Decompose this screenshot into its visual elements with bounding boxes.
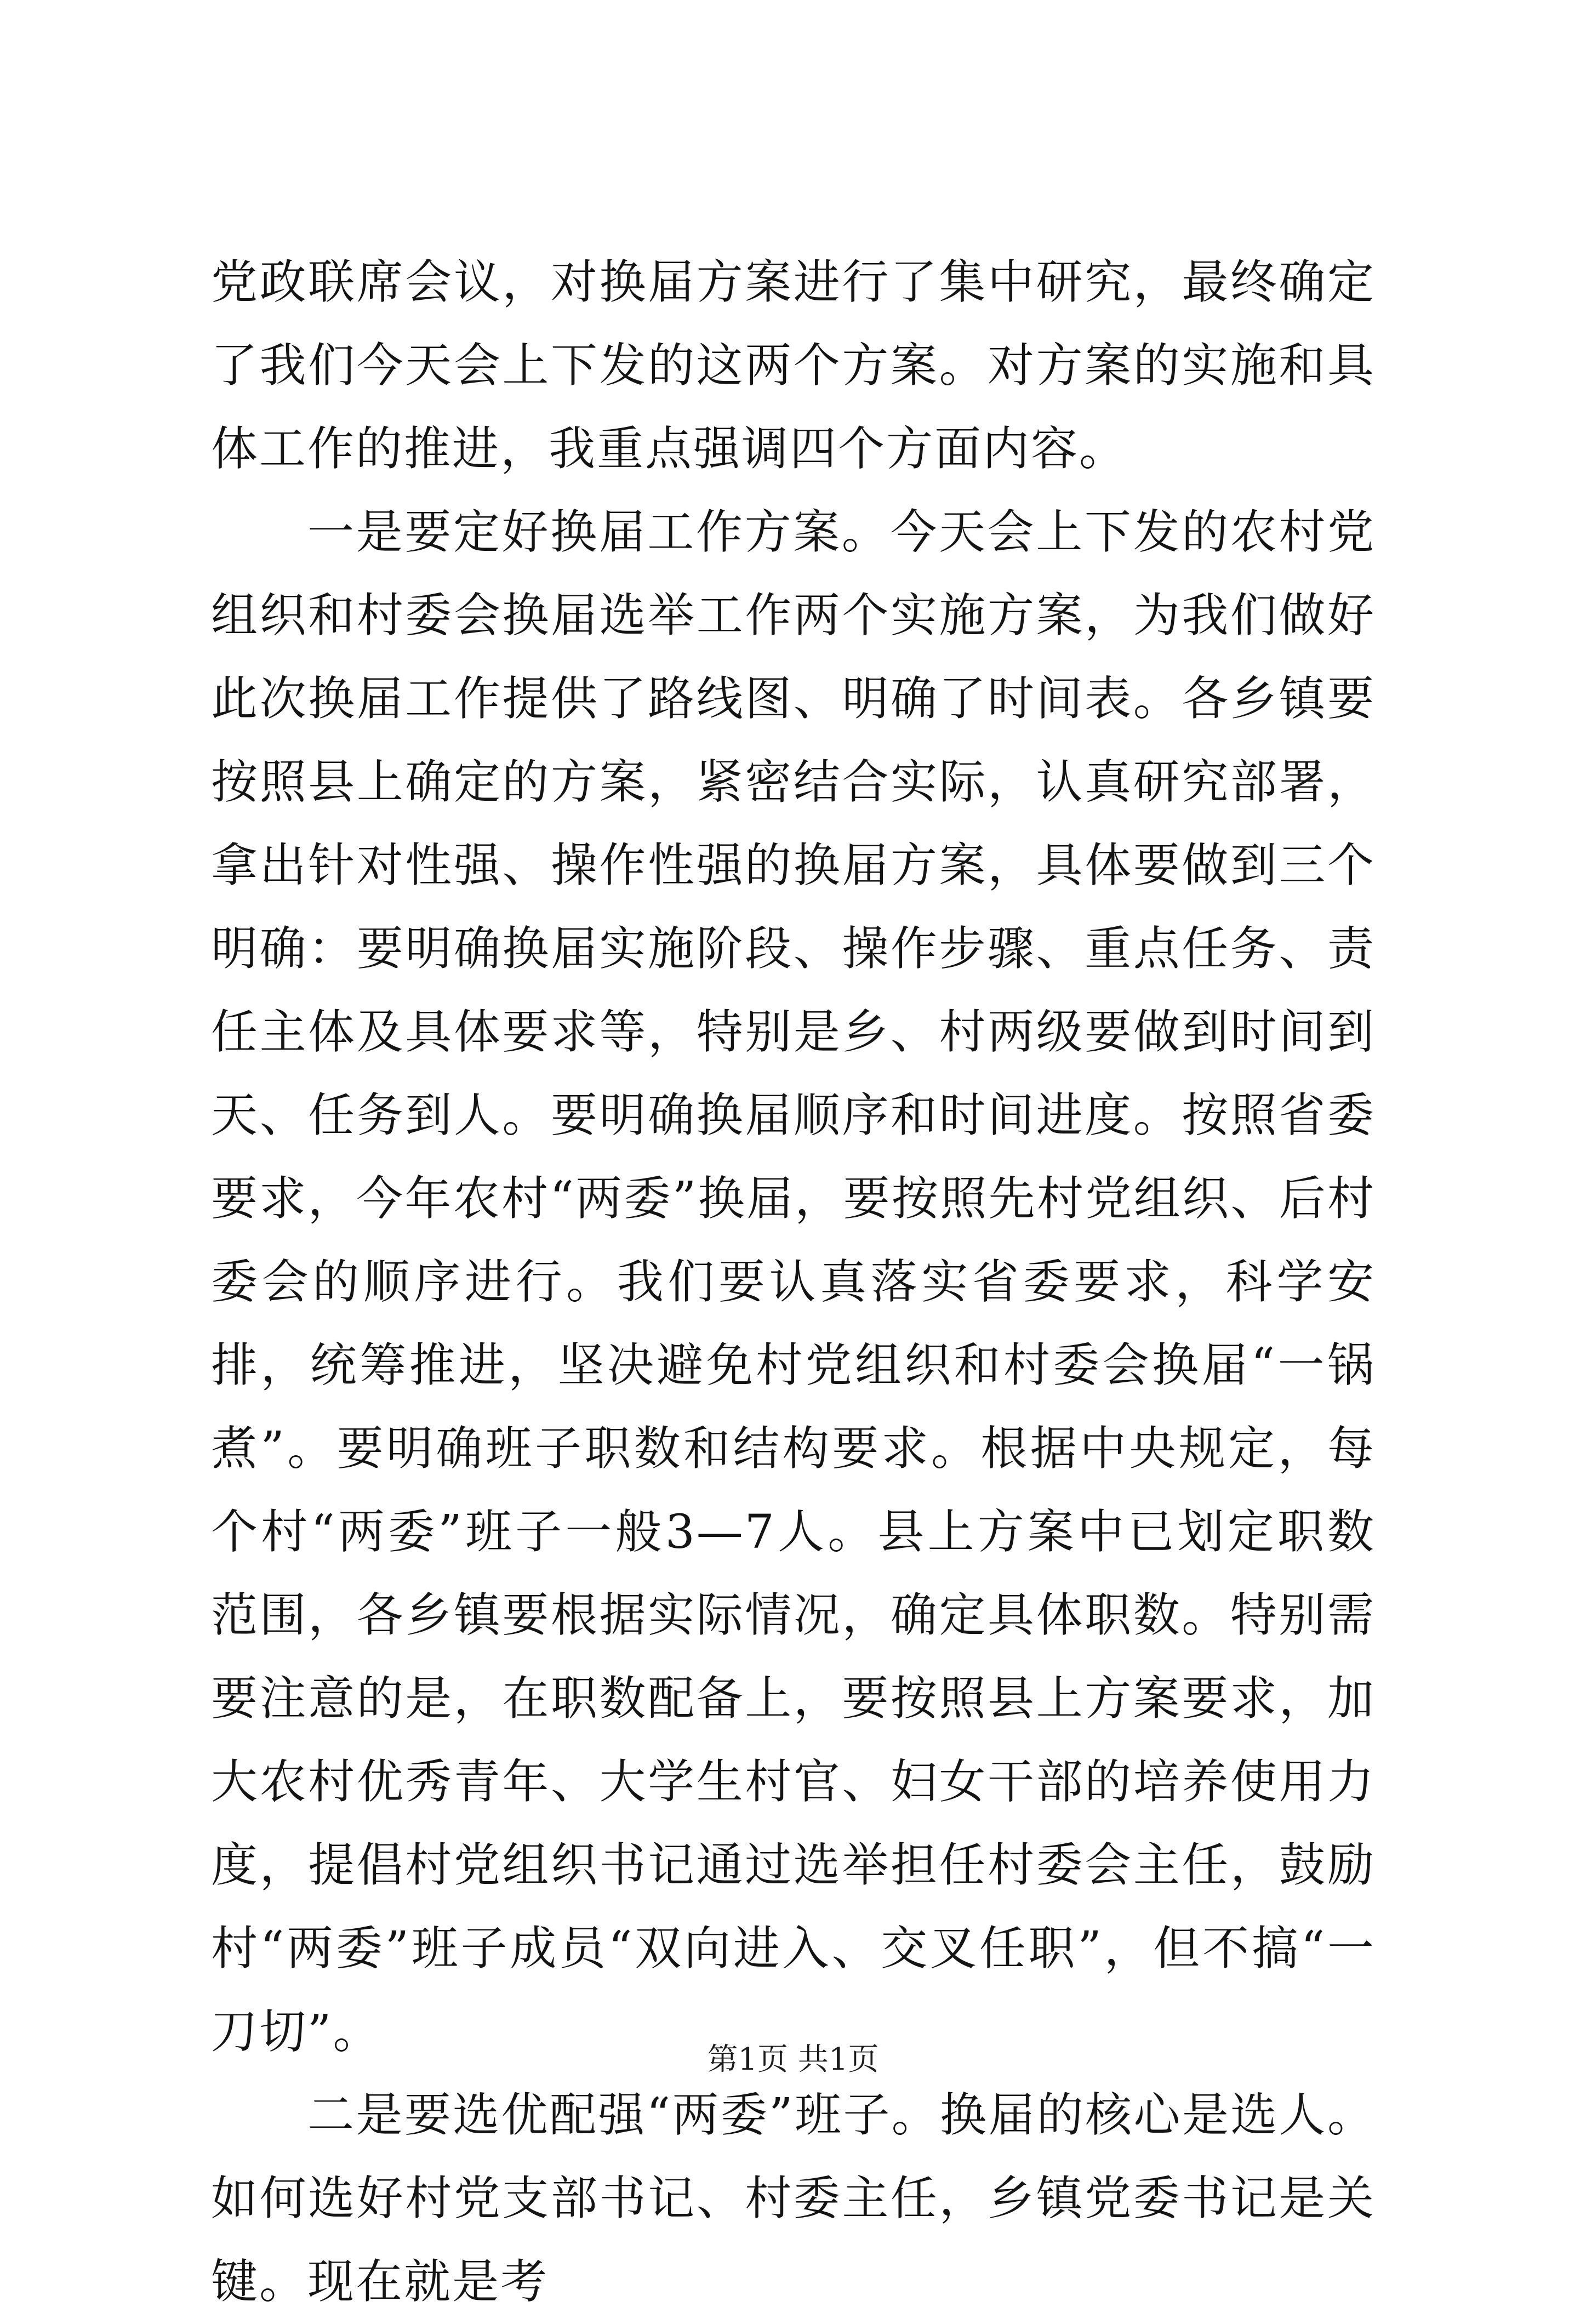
paragraph-point-one: 一是要定好换届工作方案。今天会上下发的农村党组织和村委会换届选举工作两个实施方案，为我们做好此次换届工作提供了路线图、明确了时间表。各乡镇要按照县上确定的方案，紧密结合实际，认真研究部署，拿出针对性强、操作性强的换届方案，具体要做到三个明确：要明确换届实施阶段、操作步骤、重点任务、责任主体及具体要求等，特别是乡、村两级要做到时间到天、任务到人。要明确换届顺序和时间进度。按照省委要求，今年农村“两委”换届，要按照先村党组织、后村委会的顺序进行。我们要认真落实省委要求，科学安排，统筹推进，坚决避免村党组织和村委会换届“一锅煮”。要明确班子职数和结构要求。根据中央规定，每个村“两委”班子一般3—7人。县上方案中已划定职数范围，各乡镇要根据实际情况，确定具体职数。特别需要注意的是，在职数配备上，要按照县上方案要求，加大农村优秀青年、大学生村官、妇女干部的培养使用力度，提倡村党组织书记通过选举担任村委会主任，鼓励村“两委”班子成员“双向进入、交叉任职”，但不搞“一刀切”。 [211, 505, 1376, 2059]
page-number-label: 第1页 共1页 [707, 2042, 879, 2077]
document-body [211, 241, 1376, 2324]
paragraph-point-two: 二是要选优配强“两委”班子。换届的核心是选人。如何选好村党支部书记、村委主任，乡镇党委书记是关键。现在就是考 [211, 2088, 1376, 2309]
paragraph-continuation: 党政联席会议，对换届方案进行了集中研究，最终确定了我们今天会上下发的这两个方案。对方案的实施和具体工作的推进，我重点强调四个方面内容。 [211, 255, 1376, 476]
page-footer [0, 2038, 1586, 2082]
